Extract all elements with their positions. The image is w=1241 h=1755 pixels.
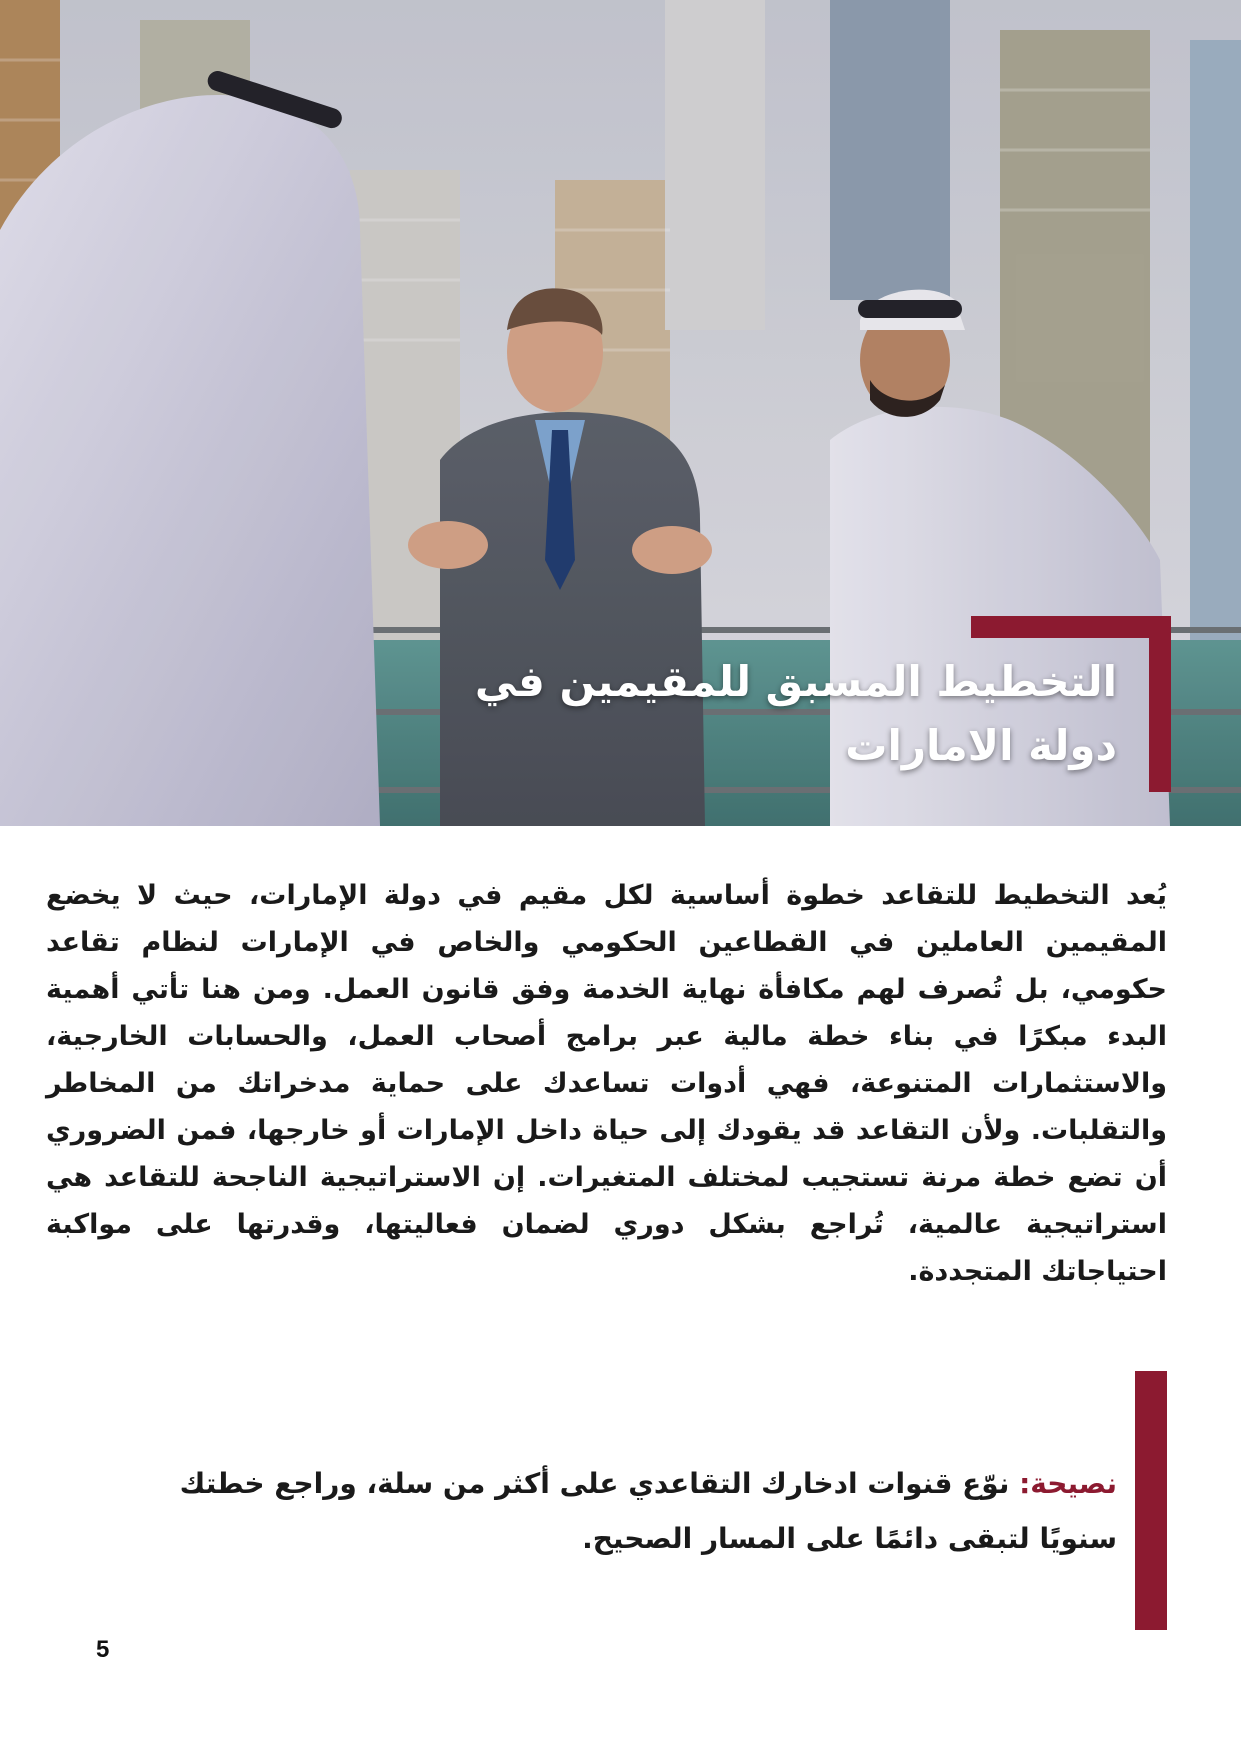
body-paragraph: يُعد التخطيط للتقاعد خطوة أساسية لكل مقيم في دولة الإمارات، حيث لا يخضع المقيمين العاملين في القطاعين الحكومي والخاص في الإمارات لنظام تقاعد حكومي، بل تُصرف لهم مكافأة نهاية الخدمة وفق قانون العمل. ومن هنا تأتي أهمية البدء مبكرًا في بناء خطة مالية عبر برامج أصحاب العمل، والحسابات الخارجية، والاستثمارات المتنوعة، فهي أدوات تساعدك على حماية مدخراتك من المخاطر والتقلبات. ولأن التقاعد قد يقودك إلى حياة داخل الإمارات أو خارجها، فمن الضروري أن تضع خطة مرنة تستجيب لمختلف المتغيرات. إن الاستراتيجية الناجحة للتقاعد هي استراتيجية عالمية، تُراجع بشكل دوري لضمان فعاليتها، وقدرتها على مواكبة احتياجاتك المتجددة. xyxy=(46,880,1167,1287)
page-title xyxy=(357,650,1117,778)
tip-label: نصيحة: xyxy=(1019,1467,1117,1500)
page-title-line-2: دولة الامارات xyxy=(845,721,1117,770)
tip-text: نوّع قنوات ادخارك التقاعدي على أكثر من سلة، وراجع خطتك سنويًا لتبقى دائمًا على المسار الصحيح. xyxy=(179,1467,1117,1555)
page-title-line-1: التخطيط المسبق للمقيمين في xyxy=(474,657,1117,706)
tip-callout xyxy=(117,1456,1117,1566)
page-number: 5 xyxy=(96,1636,110,1663)
tip-accent-bar xyxy=(1135,1371,1167,1630)
hero-photo xyxy=(0,0,1241,826)
